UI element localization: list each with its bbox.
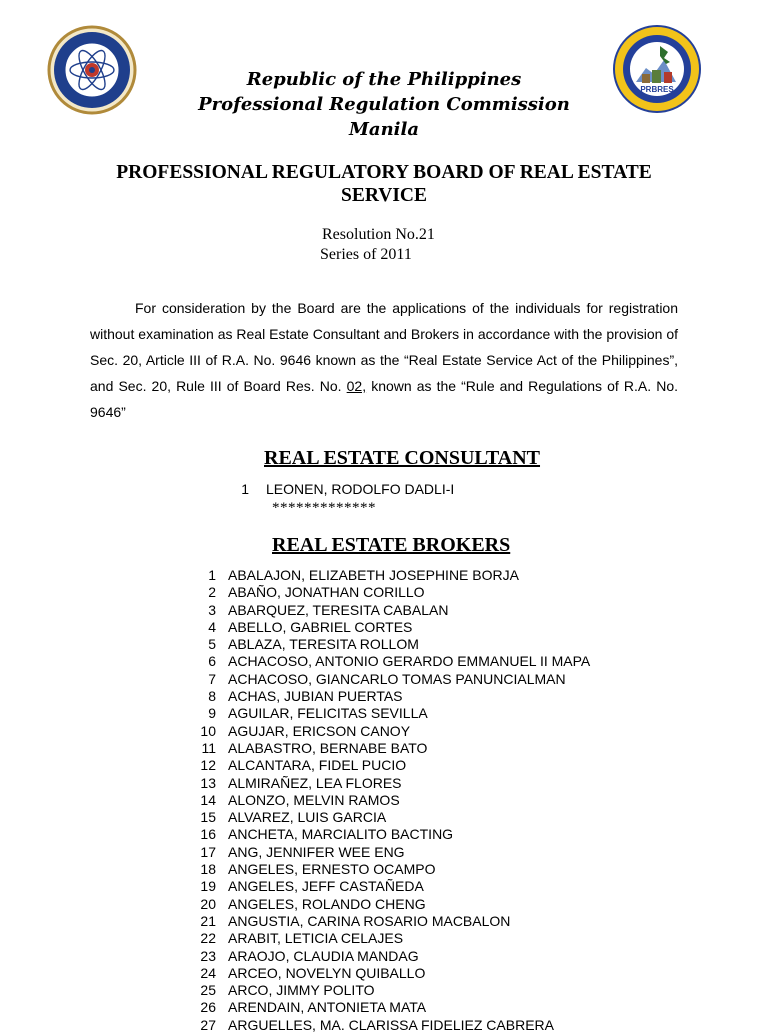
item-number: 15 bbox=[200, 809, 216, 826]
item-name: ALONZO, MELVIN RAMOS bbox=[228, 791, 400, 808]
svg-text:PRBRES: PRBRES bbox=[640, 85, 674, 94]
item-name: ABLAZA, TERESITA ROLLOM bbox=[228, 636, 419, 653]
item-name: ARAOJO, CLAUDIA MANDAG bbox=[228, 947, 419, 964]
item-number: 11 bbox=[201, 739, 216, 756]
consultant-list bbox=[231, 481, 454, 498]
header-commission: Professional Regulation Commission bbox=[198, 94, 570, 115]
header-city: Manila bbox=[348, 119, 419, 140]
item-number: 7 bbox=[208, 670, 216, 687]
item-number: 3 bbox=[208, 601, 216, 618]
list-item bbox=[190, 757, 590, 774]
list-item bbox=[190, 965, 590, 982]
list-item bbox=[190, 809, 590, 826]
item-number: 22 bbox=[200, 930, 216, 947]
item-number: 14 bbox=[200, 791, 216, 808]
item-number: 27 bbox=[200, 1016, 216, 1033]
item-name: ANGELES, ERNESTO OCAMPO bbox=[228, 861, 436, 878]
item-name: ALVAREZ, LUIS GARCIA bbox=[228, 809, 387, 826]
item-number: 1 bbox=[208, 567, 216, 583]
list-item bbox=[190, 948, 590, 965]
item-name: ARCO, JIMMY POLITO bbox=[228, 982, 375, 999]
item-number: 18 bbox=[200, 861, 216, 878]
item-number: 16 bbox=[200, 826, 216, 843]
item-number: 17 bbox=[200, 843, 216, 860]
board-title: PROFESSIONAL REGULATORY BOARD OF REAL ESTATE SERVICE bbox=[116, 162, 652, 206]
list-item bbox=[190, 636, 590, 653]
list-item bbox=[190, 861, 590, 878]
item-name: ARENDAIN, ANTONIETA MATA bbox=[228, 999, 427, 1016]
item-name: ANGUSTIA, CARINA ROSARIO MACBALON bbox=[228, 912, 511, 929]
paragraph-text: For consideration by the Board are the applications of the individuals for registration without examination as Real Estate Consultant and Brokers in accordance with the provision of Sec. 20, Article III of R.A. No. 9646 known as the “Real Estate Service Act of the Philippines”, and Sec. 20, Rule III of Board Res. No. bbox=[90, 300, 678, 394]
item-number: 5 bbox=[208, 636, 216, 653]
item-name: ANCHETA, MARCIALITO BACTING bbox=[228, 826, 454, 843]
item-name: ARGUELLES, MA. CLARISSA FIDELIEZ CABRERA bbox=[228, 1016, 554, 1033]
item-name: ABARQUEZ, TERESITA CABALAN bbox=[228, 601, 449, 618]
item-name: ANGELES, ROLANDO CHENG bbox=[228, 895, 426, 912]
list-item bbox=[190, 826, 590, 843]
item-number: 9 bbox=[208, 705, 216, 722]
item-name: ACHACOSO, ANTONIO GERARDO EMMANUEL II MAPA bbox=[228, 653, 591, 670]
list-item bbox=[190, 584, 590, 601]
item-name: AGUJAR, ERICSON CANOY bbox=[228, 722, 411, 739]
separator-stars: ************* bbox=[272, 500, 376, 516]
list-item bbox=[190, 688, 590, 705]
item-name: ABAÑO, JONATHAN CORILLO bbox=[228, 584, 425, 601]
list-item bbox=[190, 913, 590, 930]
list-item bbox=[190, 982, 590, 999]
item-name: ARCEO, NOVELYN QUIBALLO bbox=[228, 964, 426, 981]
resolution-paragraph bbox=[90, 295, 678, 425]
list-item bbox=[190, 705, 590, 722]
resolution-series: Series of 2011 bbox=[320, 246, 412, 263]
list-item bbox=[190, 930, 590, 947]
item-name: ANG, JENNIFER WEE ENG bbox=[228, 843, 405, 860]
list-item bbox=[190, 567, 590, 584]
item-number: 25 bbox=[200, 982, 216, 999]
item-number: 23 bbox=[200, 947, 216, 964]
item-number: 20 bbox=[200, 895, 216, 912]
item-number: 8 bbox=[208, 688, 216, 705]
item-name: ACHACOSO, GIANCARLO TOMAS PANUNCIALMAN bbox=[228, 670, 566, 687]
item-name: ANGELES, JEFF CASTAÑEDA bbox=[228, 878, 424, 895]
brokers-list bbox=[190, 567, 590, 1034]
item-number: 4 bbox=[208, 618, 216, 635]
board-resolution-number: 02, bbox=[346, 378, 367, 394]
list-item bbox=[190, 878, 590, 895]
item-name: LEONEN, RODOLFO DADLI-I bbox=[266, 481, 455, 497]
list-item bbox=[190, 671, 590, 688]
item-number: 1 bbox=[241, 481, 249, 497]
item-number: 19 bbox=[200, 878, 216, 895]
list-item bbox=[190, 792, 590, 809]
list-item bbox=[190, 653, 590, 670]
list-item bbox=[190, 844, 590, 861]
list-item bbox=[190, 740, 590, 757]
item-number: 2 bbox=[208, 584, 216, 601]
brokers-heading: REAL ESTATE BROKERS bbox=[272, 534, 511, 556]
item-number: 24 bbox=[200, 964, 216, 981]
item-name: ACHAS, JUBIAN PUERTAS bbox=[228, 688, 403, 705]
list-item bbox=[190, 723, 590, 740]
item-name: ABELLO, GABRIEL CORTES bbox=[228, 618, 413, 635]
list-item bbox=[231, 481, 454, 498]
list-item bbox=[190, 896, 590, 913]
list-item bbox=[190, 619, 590, 636]
item-name: AGUILAR, FELICITAS SEVILLA bbox=[228, 705, 428, 722]
item-name: ALABASTRO, BERNABE BATO bbox=[228, 739, 428, 756]
consultant-heading: REAL ESTATE CONSULTANT bbox=[264, 447, 541, 469]
list-item bbox=[190, 999, 590, 1016]
header-republic: Republic of the Philippines bbox=[246, 69, 522, 90]
list-item bbox=[190, 602, 590, 619]
item-name: ALMIRAÑEZ, LEA FLORES bbox=[228, 774, 402, 791]
item-number: 26 bbox=[200, 999, 216, 1016]
item-number: 12 bbox=[200, 757, 216, 774]
resolution-number: Resolution No.21 bbox=[322, 226, 435, 243]
list-item bbox=[190, 1017, 590, 1034]
item-name: ARABIT, LETICIA CELAJES bbox=[228, 930, 404, 947]
paragraph-text-end: known as the “Rule and Regulations of R.A. No. 9646” bbox=[90, 378, 678, 420]
item-name: ABALAJON, ELIZABETH JOSEPHINE BORJA bbox=[228, 567, 519, 583]
item-number: 21 bbox=[200, 912, 216, 929]
list-item bbox=[190, 775, 590, 792]
item-number: 13 bbox=[200, 774, 216, 791]
item-number: 6 bbox=[208, 653, 216, 670]
item-number: 10 bbox=[200, 722, 216, 739]
item-name: ALCANTARA, FIDEL PUCIO bbox=[228, 757, 407, 774]
